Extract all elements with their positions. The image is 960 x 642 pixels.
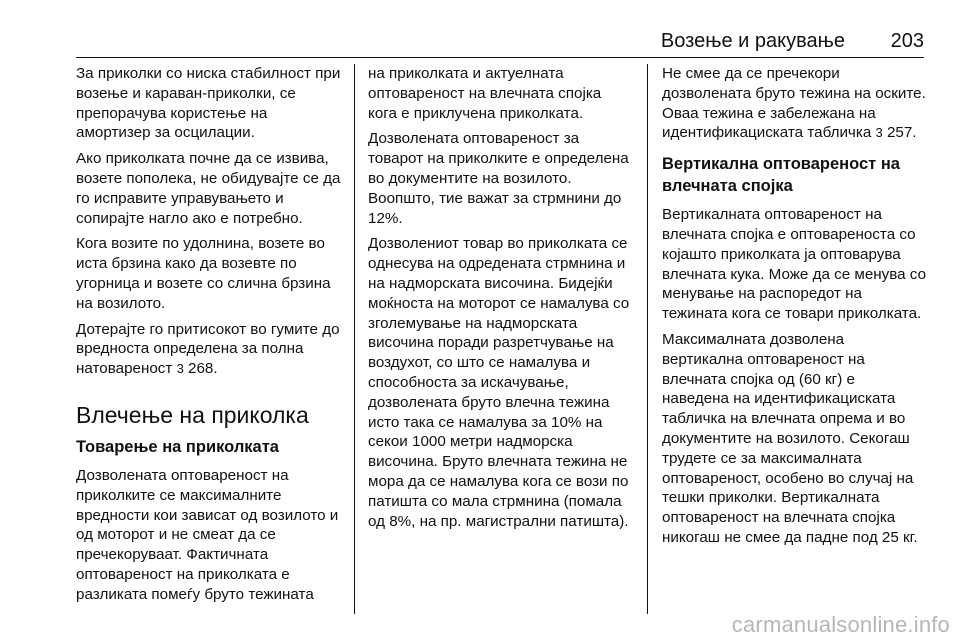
paragraph: Ако приколката почне да се извива, возете пополека, не обидувајте се да го исправите управувањето и сопирајте нагло ако е потребно. (76, 150, 341, 227)
header-divider (76, 57, 924, 58)
paragraph-text: Не смее да се пречекори дозволената бруто тежина на оските. Оваа тежина е забележана на идентификациската табличка (662, 65, 926, 142)
subsection-heading: Товарење на приколката (76, 437, 279, 456)
page-number: 203 (890, 30, 924, 52)
column-middle (368, 64, 634, 614)
column-left (76, 64, 342, 614)
watermark: carmanualsonline.info (731, 612, 950, 637)
page-header (0, 0, 960, 58)
page-ref-link[interactable]: 268. (183, 360, 218, 378)
column-divider (354, 64, 355, 614)
subsection-heading: Вертикална оптовареност на влечната спојка (662, 155, 900, 196)
column-divider (647, 64, 648, 614)
paragraph: Вертикалната оптовареност на влечната спојка е оптовареноста со којашто приколката ја оптоварува влечната кука. Може да се менува со менување на распоредот на тежината кога се товари приколката. (662, 206, 927, 323)
paragraph (76, 320, 342, 379)
paragraph: За приколки со ниска стабилност при возење и караван-приколки, се препорачува користење на амортизер за осцилации. (76, 65, 341, 142)
paragraph (662, 64, 926, 143)
page-ref-link[interactable]: 257. (882, 124, 917, 142)
section-heading: Влечење на приколка (76, 401, 309, 428)
page-ref-arrow-icon: 3 (176, 361, 184, 377)
paragraph: Кога возите по удолнина, возете во иста брзина како да возевте по угорница и возете со слична брзина на возилото. (76, 235, 331, 312)
paragraph: Дозволената оптовареност за товарот на приколките е определена во документите на возилото. Воопшто, тие важат за стрмнини до 12%. (368, 130, 629, 227)
paragraph: Максималната дозволена вертикална оптовареност на влечната спојка од (60 кг) е наведена на идентификациската табличка на влечната опрема и во документите на возилото. Секогаш трудете се за максималната оптовареност, особено во случај на тешки приколки. Вертикалната оптовареност на влечната спојка никогаш не смее да падне под 25 кг. (662, 330, 918, 546)
column-right (662, 64, 926, 614)
paragraph-text: Дотерајте го притисокот во гумите до вредноста определена за полна натовареност (76, 320, 340, 378)
header-title: Возење и ракување (660, 30, 845, 52)
page-ref-arrow-icon: 3 (875, 125, 883, 141)
paragraph: Дозволениот товар во приколката се однесува на одредената стрмнина и на надморската височина. Бидејќи моќноста на моторот се намалува со зголемување на надморската височина поради разретчување на воздухот, со што се намалува и способноста за искачување, дозволената бруто влечна тежина исто така се намалува за 10% на секои 1000 метри надморска височина. Бруто влечната тежина не мора да се намалува кога се вози по патишта со мала стрмнина (помала од 8%, на пр. магистрални патишта). (368, 235, 630, 530)
paragraph: Дозволената оптовареност на приколките се максималните вредности кои зависат од возилото и од моторот и не смеат да се пречекоруваат. Фактичната оптовареност на приколката е разликата помеѓу бруто тежината (76, 466, 339, 603)
paragraph: на приколката и актуелната оптовареност на влечната спојка кога е приклучена приколката. (368, 65, 602, 122)
